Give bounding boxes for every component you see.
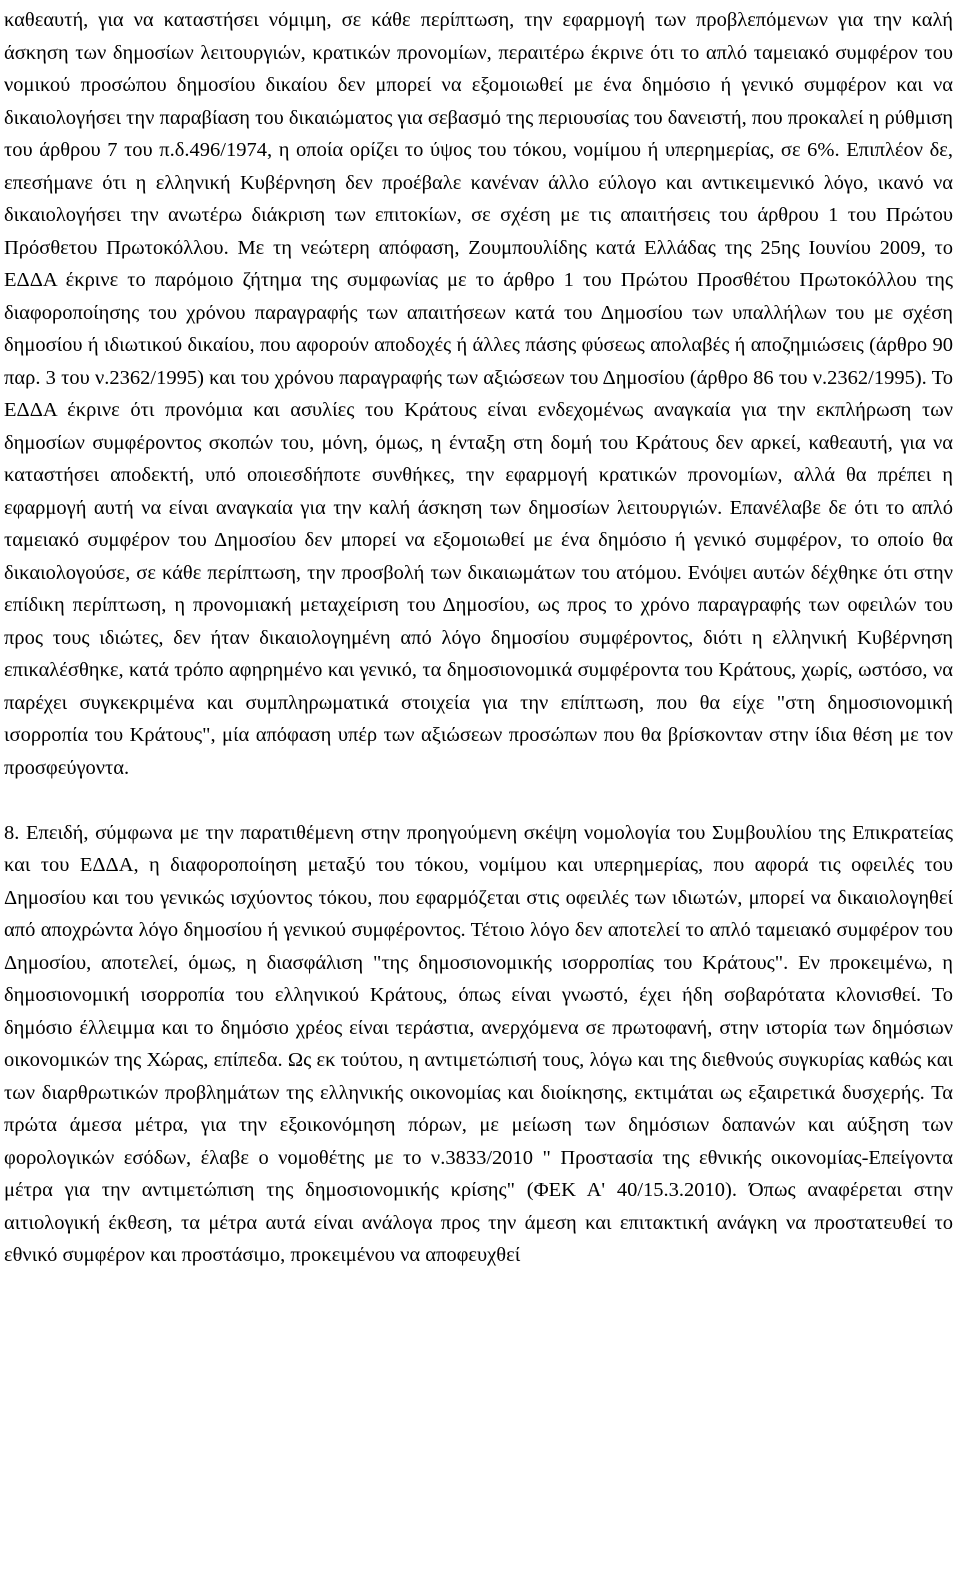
paragraph-continuation [4,4,953,784]
paragraph-continuation-text: καθεαυτή, για να καταστήσει νόμιμη, σε κάθε περίπτωση, την εφαρμογή των προβλεπόμενων για την καλή άσκηση των δημοσίων λειτουργιών, κρατικών προνομίων, περαιτέρω έκρινε ότι το απλό ταμειακό συμφέρον του νομικού προσώπου δημοσίου δικαίου δεν μπορεί να εξομοιωθεί με ένα δημόσιο ή γενικό συμφέρον και να δικαιολογήσει την παραβίαση του δικαιώματος για σεβασμό της περιουσίας του δανειστή, που προκαλεί η ρύθμιση του άρθρου 7 του π.δ.496/1974, η οποία ορίζει το ύψος του τόκου, νομίμου ή υπερημερίας, σε 6%. Επιπλέον δε, επεσήμανε ότι η ελληνική Κυβέρνηση δεν προέβαλε κανέναν άλλο εύλογο και αντικειμενικό λόγο, ικανό να δικαιολογήσει την ανωτέρω διάκριση των επιτοκίων, σε σχέση με τις απαιτήσεις του άρθρου 1 του Πρώτου Πρόσθετου Πρωτοκόλλου. Με τη νεώτερη απόφαση, Ζουμπουλίδης κατά Ελλάδας της 25ης Ιουνίου 2009, το ΕΔΔΑ έκρινε το παρόμοιο ζήτημα της συμφωνίας με το άρθρο 1 του Πρώτου Προσθέτου Πρωτοκόλλου της διαφοροποίησης του χρόνου παραγραφής των απαιτήσεων κατά του Δημοσίου των υπαλλήλων του με σχέση δημοσίου ή ιδιωτικού δικαίου, που αφορούν αποδοχές ή άλλες πάσης φύσεως απολαβές ή αποζημιώσεις (άρθρο 90 παρ. 3 του ν.2362/1995) και του χρόνου παραγραφής των αξιώσεων του Δημοσίου (άρθρο 86 του ν.2362/1995). Το ΕΔΔΑ έκρινε ότι προνόμια και ασυλίες του Κράτους είναι ενδεχομένως αναγκαία για την εκπλήρωση των δημοσίων συμφέροντος σκοπών του, μόνη, όμως, η ένταξη στη δομή του Κράτους δεν αρκεί, καθεαυτή, για να καταστήσει αποδεκτή, υπό οποιεσδήποτε συνθήκες, την εφαρμογή κρατικών προνομίων, αλλά θα πρέπει η εφαρμογή αυτή να είναι αναγκαία για την καλή άσκηση των δημοσίων λειτουργιών. Επανέλαβε δε ότι το απλό ταμειακό συμφέρον του Δημοσίου δεν μπορεί να εξομοιωθεί με ένα δημόσιο ή γενικό συμφέρον, το οποίο θα δικαιολογούσε, σε κάθε περίπτωση, την προσβολή των δικαιωμάτων του ατόμου. Ενόψει αυτών δέχθηκε ότι στην επίδικη περίπτωση, η προνομιακή μεταχείριση του Δημοσίου, ως προς το χρόνο παραγραφής των οφειλών του προς τους ιδιώτες, δεν ήταν δικαιολογημένη από λόγο δημοσίου συμφέροντος, διότι η ελληνική Κυβέρνηση επικαλέσθηκε, κατά τρόπο αφηρημένο και γενικό, τα δημοσιονομικά συμφέροντα του Κράτους, χωρίς, ωστόσο, να παρέχει συγκεκριμένα και συμπληρωματικά στοιχεία για την επίπτωση, που θα είχε "στη δημοσιονομική ισορροπία του Κράτους", μία απόφαση υπέρ των αξιώσεων προσώπων που θα βρίσκονταν στην ίδια θέση με τον προσφεύγοντα. [4,9,953,779]
paragraph-number: 8. [4,821,20,844]
paragraph-8 [4,817,953,1272]
paragraph-8-text: Επειδή, σύμφωνα με την παρατιθέμενη στην προηγούμενη σκέψη νομολογία του Συμβουλίου της Επικρατείας και του ΕΔΔΑ, η διαφοροποίηση μεταξύ του τόκου, νομίμου και υπερημερίας, που αφορά τις οφειλές του Δημοσίου και του γενικώς ισχύοντος τόκου, που εφαρμόζεται στις οφειλές των ιδιωτών, μπορεί να δικαιολογηθεί από αποχρώντα λόγο δημοσίου ή γενικού συμφέροντος. Τέτοιο λόγο δεν αποτελεί το απλό ταμειακό συμφέρον του Δημοσίου, αποτελεί, όμως, η διασφάλιση "της δημοσιονομικής ισορροπίας του Κράτους". Εν προκειμένω, η δημοσιονομική ισορροπία του ελληνικού Κράτους, όπως είναι γνωστό, έχει ήδη σοβαρότατα κλονισθεί. Το δημόσιο έλλειμμα και το δημόσιο χρέος είναι τεράστια, ανερχόμενα σε πρωτοφανή, στην ιστορία των δημόσιων οικονομικών της Χώρας, επίπεδα. Ως εκ τούτου, η αντιμετώπισή τους, λόγω και της διεθνούς συγκυρίας καθώς και των διαρθρωτικών προβλημάτων της ελληνικής οικονομίας και διοίκησης, εκτιμάται ως εξαιρετικά δυσχερής. Τα πρώτα άμεσα μέτρα, για την εξοικονόμηση πόρων, με μείωση των δημόσιων δαπανών και αύξηση των φορολογικών εσόδων, έλαβε ο νομοθέτης με το ν.3833/2010 " Προστασία της εθνικής οικονομίας-Επείγοντα μέτρα για την αντιμετώπιση της δημοσιονομικής κρίσης" (ΦΕΚ Α' 40/15.3.2010). Όπως αναφέρεται στην αιτιολογική έκθεση, τα μέτρα αυτά είναι ανάλογα προς την άμεση και επιτακτική ανάγκη να προστατευθεί το εθνικό συμφέρον και προστάσιμο, προκειμένου να αποφευχθεί [4,821,953,1266]
